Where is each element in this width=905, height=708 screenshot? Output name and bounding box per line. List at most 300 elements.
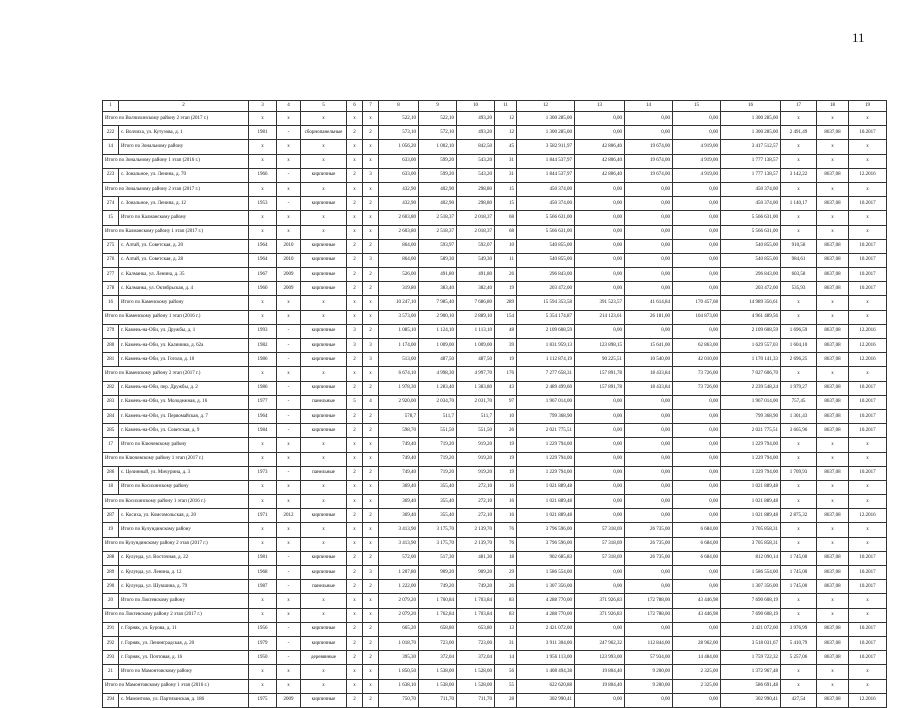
value-cell: 0,00 [575, 580, 625, 594]
row-number-cell: 20 [103, 594, 119, 608]
value-cell: 7 027 606,70 [721, 367, 781, 381]
value-cell: 573,10 [379, 126, 419, 140]
value-cell: x [849, 452, 887, 466]
value-cell: 3 518 031,67 [721, 636, 781, 650]
value-cell: 1981 [249, 126, 277, 140]
value-cell: 2 696,25 [781, 353, 817, 367]
value-cell: 1 703,84 [457, 608, 495, 622]
value-cell: 2 [363, 409, 379, 423]
value-cell: 3 [363, 253, 379, 267]
value-cell: 18 433,84 [625, 367, 673, 381]
value-cell: 1 762,84 [419, 608, 457, 622]
value-cell: 62 863,00 [673, 339, 721, 353]
value-cell: x [249, 112, 277, 126]
value-cell: 540 855,00 [721, 253, 781, 267]
value-cell: x [249, 182, 277, 196]
value-cell: 1 586 554,00 [517, 566, 575, 580]
value-cell: 2 079,20 [379, 608, 419, 622]
value-cell: 2 [347, 466, 363, 480]
value-cell: 1 018,70 [379, 636, 419, 650]
value-cell: 2 [347, 197, 363, 211]
value-cell: 2 [347, 268, 363, 282]
value-cell: 2 325,00 [673, 665, 721, 679]
value-cell: 598,70 [379, 424, 419, 438]
value-cell: 18 [495, 551, 517, 565]
value-cell: x [781, 140, 817, 154]
column-number-cell: 19 [849, 101, 887, 112]
value-cell: - [277, 324, 301, 338]
value-cell: x [363, 438, 379, 452]
value-cell: 919,20 [457, 438, 495, 452]
value-cell: 157 891,78 [575, 381, 625, 395]
value-cell: x [781, 608, 817, 622]
row-number-cell: 276 [103, 253, 119, 267]
value-cell: 658,80 [419, 622, 457, 636]
value-cell: x [363, 594, 379, 608]
value-cell: 2 034,70 [419, 395, 457, 409]
row-label-cell: Итого по Локтевскому району 2 этап (2017 г.) [103, 608, 249, 622]
value-cell: 578,7 [379, 409, 419, 423]
value-cell: x [347, 182, 363, 196]
row-number-cell: 292 [103, 636, 119, 650]
value-cell: 909,20 [457, 566, 495, 580]
value-cell: 517,30 [419, 551, 457, 565]
value-cell: x [817, 495, 849, 509]
value-cell: 551,50 [419, 424, 457, 438]
value-cell: 599,20 [419, 154, 457, 168]
value-cell: 19 674,00 [625, 140, 673, 154]
value-cell: 10.2017 [849, 395, 887, 409]
value-cell: x [277, 452, 301, 466]
value-cell: - [277, 424, 301, 438]
value-cell: 2010 [277, 239, 301, 253]
value-cell: 2 139,70 [457, 537, 495, 551]
value-cell: 8637,08 [817, 339, 849, 353]
summary-row [103, 225, 887, 239]
column-number-cell: 10 [457, 101, 495, 112]
value-cell: 511,7 [457, 409, 495, 423]
value-cell: x [781, 182, 817, 196]
value-cell: x [277, 154, 301, 168]
value-cell: 12.2016 [849, 324, 887, 338]
value-cell: x [849, 225, 887, 239]
row-number-cell: 288 [103, 551, 119, 565]
value-cell: 3 796 596,00 [517, 537, 575, 551]
value-cell: 427,54 [781, 693, 817, 707]
value-cell: 0,00 [673, 452, 721, 466]
value-cell: 2 [363, 466, 379, 480]
summary-row [103, 452, 887, 466]
value-cell: 6 684,00 [673, 537, 721, 551]
value-cell: 26 [495, 268, 517, 282]
column-number-cell: 7 [363, 101, 379, 112]
value-cell: 5 [347, 395, 363, 409]
value-cell: 0,00 [575, 495, 625, 509]
value-cell: 395,30 [379, 651, 419, 665]
value-cell: 0,00 [575, 409, 625, 423]
building-row [103, 551, 887, 565]
value-cell: x [301, 112, 347, 126]
value-cell: 369,40 [379, 480, 419, 494]
value-cell: 298,80 [457, 182, 495, 196]
value-cell: x [363, 523, 379, 537]
row-number-cell: 285 [103, 424, 119, 438]
value-cell: 0,00 [575, 211, 625, 225]
value-cell: - [277, 466, 301, 480]
value-cell: 3 665,96 [781, 424, 817, 438]
value-cell: 0,00 [575, 112, 625, 126]
value-cell: 247 962,32 [575, 636, 625, 650]
value-cell: x [781, 480, 817, 494]
column-number-cell: 3 [249, 101, 277, 112]
value-cell: 1971 [249, 509, 277, 523]
value-cell: 8637,08 [817, 197, 849, 211]
value-cell: 589,30 [419, 253, 457, 267]
value-cell: 2010 [277, 253, 301, 267]
value-cell: 1 229 794,00 [517, 466, 575, 480]
value-cell: 2 [347, 580, 363, 594]
value-cell: 382,40 [457, 282, 495, 296]
value-cell: 10 247,10 [379, 296, 419, 310]
value-cell: x [301, 296, 347, 310]
value-cell: 633,00 [379, 168, 419, 182]
summary-row [103, 608, 887, 622]
value-cell: x [301, 665, 347, 679]
value-cell: 0,00 [575, 126, 625, 140]
value-cell: 402,90 [419, 182, 457, 196]
value-cell: x [249, 140, 277, 154]
summary-row [103, 523, 887, 537]
value-cell: 26 [495, 424, 517, 438]
value-cell: x [347, 140, 363, 154]
value-cell: - [277, 636, 301, 650]
value-cell: 123 898,15 [575, 339, 625, 353]
value-cell: 2 [363, 381, 379, 395]
value-cell: 0,00 [625, 580, 673, 594]
value-cell: 540 855,00 [517, 239, 575, 253]
value-cell: 1 760,84 [419, 594, 457, 608]
value-cell: 4 [363, 395, 379, 409]
value-cell: x [347, 537, 363, 551]
value-cell: 1 528,00 [457, 665, 495, 679]
value-cell: 1 021 889,48 [517, 495, 575, 509]
row-label-cell: Итого по Зональному району 2 этап (2017 г.) [103, 182, 249, 196]
column-number-cell: 14 [625, 101, 673, 112]
value-cell: 0,00 [575, 268, 625, 282]
value-cell: 4 288 770,00 [517, 608, 575, 622]
value-cell: 2 [363, 126, 379, 140]
value-cell: 18 433,84 [625, 381, 673, 395]
value-cell: 355,40 [419, 480, 457, 494]
value-cell: x [277, 112, 301, 126]
value-cell: кирпичные [301, 636, 347, 650]
building-row [103, 509, 887, 523]
value-cell: 0,00 [673, 324, 721, 338]
building-row [103, 409, 887, 423]
value-cell: x [301, 679, 347, 693]
value-cell: 10.2017 [849, 551, 887, 565]
value-cell: x [347, 480, 363, 494]
value-cell: 8637,08 [817, 282, 849, 296]
value-cell: 0,00 [673, 466, 721, 480]
value-cell: 1 745,00 [781, 580, 817, 594]
value-cell: 1 056,20 [379, 140, 419, 154]
value-cell: 97 [495, 395, 517, 409]
value-cell: 12 [495, 112, 517, 126]
value-cell: 14 484,00 [673, 651, 721, 665]
building-row [103, 693, 887, 707]
value-cell: 355,40 [419, 495, 457, 509]
value-cell: x [781, 438, 817, 452]
value-cell: 3 175,70 [419, 537, 457, 551]
value-cell: x [301, 594, 347, 608]
value-cell: 68 [495, 225, 517, 239]
value-cell: 1981 [249, 551, 277, 565]
value-cell: 2 [347, 353, 363, 367]
value-cell: 296 843,00 [721, 268, 781, 282]
row-number-cell: 17 [103, 438, 119, 452]
value-cell: 0,00 [673, 495, 721, 509]
value-cell: 799 368,90 [721, 409, 781, 423]
value-cell: 2 [347, 636, 363, 650]
value-cell: x [277, 296, 301, 310]
value-cell: x [277, 495, 301, 509]
value-cell: 522,10 [419, 112, 457, 126]
value-cell: 176 [495, 367, 517, 381]
value-cell: 1 844 537,97 [517, 154, 575, 168]
value-cell: 2 [363, 509, 379, 523]
value-cell: 19 [495, 438, 517, 452]
value-cell: 1 300 285,00 [517, 126, 575, 140]
value-cell: 0,00 [673, 126, 721, 140]
value-cell: x [849, 537, 887, 551]
value-cell: x [849, 296, 887, 310]
value-cell: 491,80 [457, 268, 495, 282]
value-cell: 15 [495, 197, 517, 211]
value-cell: x [849, 523, 887, 537]
address-cell: г. Камень-на-Оби, пер. Дружбы, д. 2 [119, 381, 249, 395]
value-cell: x [363, 608, 379, 622]
value-cell: 1 696,59 [781, 324, 817, 338]
value-cell: 4 919,00 [673, 154, 721, 168]
value-cell: 43 446,98 [673, 608, 721, 622]
value-cell: 8637,08 [817, 253, 849, 267]
value-cell: 319,80 [379, 282, 419, 296]
value-cell: x [277, 182, 301, 196]
value-cell: 0,00 [575, 182, 625, 196]
value-cell: 19 674,00 [625, 154, 673, 168]
value-cell: кирпичные [301, 409, 347, 423]
value-cell: 10.2017 [849, 622, 887, 636]
row-label-cell: Итого по Каменскому району 2 этап (2017 г.) [103, 367, 249, 381]
value-cell: 723,00 [457, 636, 495, 650]
value-cell: 10.2017 [849, 197, 887, 211]
value-cell: 112 844,00 [625, 636, 673, 650]
value-cell: x [277, 537, 301, 551]
value-cell: x [817, 140, 849, 154]
value-cell: 1 300 285,00 [721, 126, 781, 140]
value-cell: 0,00 [575, 466, 625, 480]
value-cell: 2 079,20 [379, 594, 419, 608]
value-cell: x [849, 182, 887, 196]
value-cell: 16 [495, 495, 517, 509]
value-cell: x [301, 140, 347, 154]
value-cell: 1 113,10 [457, 324, 495, 338]
column-number-cell: 16 [721, 101, 781, 112]
value-cell: 13 [495, 622, 517, 636]
value-cell: 289 [495, 296, 517, 310]
value-cell: 2 421 072,00 [517, 622, 575, 636]
building-row [103, 651, 887, 665]
address-cell: г. Камень-на-Оби, ул. Гоголя, д. 10 [119, 353, 249, 367]
value-cell: x [363, 225, 379, 239]
value-cell: 0,00 [575, 622, 625, 636]
value-cell: 57 318,69 [575, 551, 625, 565]
value-cell: x [347, 665, 363, 679]
value-cell: 19 [495, 353, 517, 367]
value-cell: 1 538,00 [419, 679, 457, 693]
value-cell: x [347, 438, 363, 452]
value-cell: 572,00 [379, 551, 419, 565]
address-cell: с. Мамонтово, ул. Партизанская, д. 186 [119, 693, 249, 707]
value-cell: x [781, 225, 817, 239]
value-cell: 0,00 [673, 239, 721, 253]
value-cell: кирпичные [301, 509, 347, 523]
value-cell: панельные [301, 395, 347, 409]
value-cell: 1 586 554,00 [721, 566, 781, 580]
column-number-cell: 12 [517, 101, 575, 112]
summary-row [103, 480, 887, 494]
value-cell: 8637,08 [817, 239, 849, 253]
value-cell: 123 993,00 [575, 651, 625, 665]
value-cell: x [347, 608, 363, 622]
value-cell: 15 [495, 182, 517, 196]
value-cell: x [781, 211, 817, 225]
value-cell: 5 566 631,00 [721, 211, 781, 225]
value-cell: 2 [363, 197, 379, 211]
value-cell: x [849, 310, 887, 324]
value-cell: деревянные [301, 651, 347, 665]
value-cell: 2 [347, 381, 363, 395]
value-cell: 0,00 [673, 197, 721, 211]
value-cell: 272,10 [457, 495, 495, 509]
value-cell: 0,00 [575, 438, 625, 452]
row-number-cell: 275 [103, 239, 119, 253]
row-number-cell: 279 [103, 324, 119, 338]
row-number-cell: 294 [103, 693, 119, 707]
value-cell: 902 685,83 [517, 551, 575, 565]
row-number-cell: 15 [103, 211, 119, 225]
value-cell: x [249, 495, 277, 509]
value-cell: 3 [347, 339, 363, 353]
row-number-cell: 277 [103, 268, 119, 282]
value-cell: 0,00 [575, 225, 625, 239]
value-cell: - [277, 622, 301, 636]
value-cell: x [249, 523, 277, 537]
value-cell: x [249, 537, 277, 551]
value-cell: 1968 [249, 566, 277, 580]
value-cell: 622 620,88 [517, 679, 575, 693]
value-cell: 2 [347, 253, 363, 267]
value-cell: 5 354 174,87 [517, 310, 575, 324]
value-cell: x [817, 608, 849, 622]
value-cell: 0,00 [673, 182, 721, 196]
value-cell: 41 614,84 [625, 296, 673, 310]
value-cell: 4 961 489,56 [721, 310, 781, 324]
value-cell: 0,00 [625, 324, 673, 338]
value-cell: - [277, 651, 301, 665]
value-cell: 31 [495, 168, 517, 182]
row-label-cell: Итого по Зональному району [119, 140, 249, 154]
value-cell: 2 [347, 551, 363, 565]
value-cell: 0,00 [625, 424, 673, 438]
value-cell: 0,00 [625, 126, 673, 140]
value-cell: 2 021 775,51 [721, 424, 781, 438]
value-cell: кирпичные [301, 324, 347, 338]
column-number-cell: 2 [119, 101, 249, 112]
row-number-cell: 281 [103, 353, 119, 367]
value-cell: 1 300 285,00 [517, 112, 575, 126]
value-cell: 2012 [277, 509, 301, 523]
value-cell: 26 735,00 [625, 551, 673, 565]
value-cell: x [849, 367, 887, 381]
value-cell: 3 796 596,00 [517, 523, 575, 537]
value-cell: кирпичные [301, 551, 347, 565]
value-cell: 371 926,83 [575, 608, 625, 622]
value-cell: 1 844 537,97 [517, 168, 575, 182]
value-cell: - [277, 339, 301, 353]
value-cell: 749,20 [419, 580, 457, 594]
address-cell: с. Косиха, ул. Комсомольская, д. 20 [119, 509, 249, 523]
value-cell: 1986 [249, 381, 277, 395]
value-cell: x [301, 495, 347, 509]
value-cell: 10.2017 [849, 282, 887, 296]
value-cell: 1 745,00 [781, 551, 817, 565]
value-cell: 3 [363, 566, 379, 580]
value-cell: 2 [363, 324, 379, 338]
value-cell: 391 523,57 [575, 296, 625, 310]
row-number-cell: 284 [103, 409, 119, 423]
value-cell: x [781, 310, 817, 324]
page-number: 11 [852, 30, 865, 45]
value-cell: 3 [363, 339, 379, 353]
value-cell: 8637,08 [817, 353, 849, 367]
value-cell: 1 021 889,48 [517, 509, 575, 523]
value-cell: 8637,08 [817, 424, 849, 438]
value-cell: x [849, 665, 887, 679]
value-cell: 19 [495, 466, 517, 480]
value-cell: x [249, 367, 277, 381]
value-cell: 1 979,27 [781, 381, 817, 395]
value-cell: 56 [495, 665, 517, 679]
value-cell: 1 229 794,00 [517, 452, 575, 466]
value-cell: x [277, 225, 301, 239]
row-number-cell: 291 [103, 622, 119, 636]
value-cell: 172 788,00 [625, 594, 673, 608]
value-cell: 12.2016 [849, 339, 887, 353]
summary-row [103, 182, 887, 196]
value-cell: x [249, 665, 277, 679]
value-cell: 10.2017 [849, 268, 887, 282]
value-cell: 3 705 858,31 [721, 537, 781, 551]
value-cell: x [347, 310, 363, 324]
value-cell: 665,20 [379, 622, 419, 636]
address-cell: с. Калманка, ул. Ленина, д. 35 [119, 268, 249, 282]
column-number-cell: 15 [673, 101, 721, 112]
value-cell: кирпичные [301, 693, 347, 707]
value-cell: x [249, 438, 277, 452]
value-cell: 1993 [249, 324, 277, 338]
